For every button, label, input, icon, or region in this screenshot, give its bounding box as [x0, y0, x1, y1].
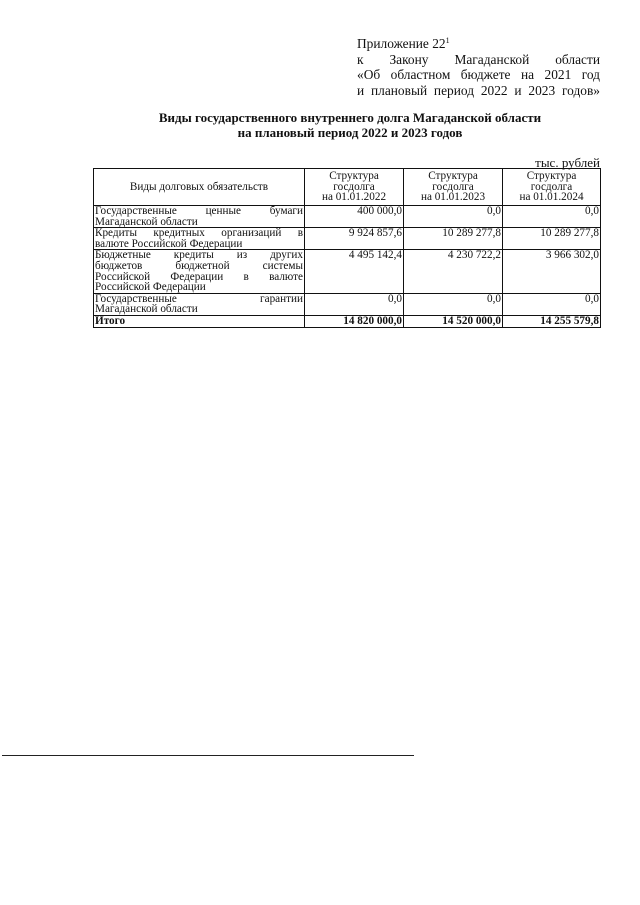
cell-2022: 4 495 142,4	[305, 250, 404, 293]
table-total-row	[94, 315, 601, 327]
cell-2023: 0,0	[404, 293, 503, 315]
appendix-reference	[357, 36, 600, 98]
appendix-line-3: «Об областном бюджете на 2021 год	[357, 67, 600, 83]
total-2022: 14 820 000,0	[305, 315, 404, 327]
cell-2024: 0,0	[503, 293, 601, 315]
debt-table	[93, 168, 601, 328]
table-header-row	[94, 169, 601, 206]
header-2024: Структура госдолга на 01.01.2024	[503, 169, 601, 206]
cell-2022: 400 000,0	[305, 206, 404, 228]
header-2023: Структура госдолга на 01.01.2023	[404, 169, 503, 206]
table-row	[94, 293, 601, 315]
title-line-2: на плановый период 2022 и 2023 годов	[237, 125, 463, 140]
cell-2022: 9 924 857,6	[305, 228, 404, 250]
cell-2024: 3 966 302,0	[503, 250, 601, 293]
cell-2022: 0,0	[305, 293, 404, 315]
row-name-budget-loans: Бюджетные кредиты из других бюджетов бюджетной системы Российской Федерации в валюте Российской Федерации	[95, 249, 303, 294]
row-name-bank-loans: Кредиты кредитных организаций в валюте Российской Федерации	[95, 227, 303, 250]
row-name-guarantees: Государственные гарантии Магаданской области	[95, 292, 303, 316]
cell-2023: 10 289 277,8	[404, 228, 503, 250]
total-2024: 14 255 579,8	[503, 315, 601, 327]
unit-label: тыс. рублей	[535, 155, 600, 170]
table-row	[94, 206, 601, 228]
header-debt-type: Виды долговых обязательств	[94, 169, 305, 206]
table-row	[94, 228, 601, 250]
table-row	[94, 250, 601, 293]
title-line-1: Виды государственного внутреннего долга Магаданской области	[158, 110, 542, 125]
appendix-superscript: 1	[445, 36, 450, 45]
appendix-line-4: и плановый период 2022 и 2023 годов»	[357, 82, 600, 98]
cell-2024: 0,0	[503, 206, 601, 228]
document-title	[90, 110, 610, 140]
appendix-line-1: Приложение $22^1$	[357, 36, 450, 51]
row-name-securities: Государственные ценные бумаги Магаданской области	[95, 205, 303, 228]
appendix-line-2: к Закону Магаданской области	[357, 51, 600, 67]
cell-2023: 4 230 722,2	[404, 250, 503, 293]
total-2023: 14 520 000,0	[404, 315, 503, 327]
total-label: Итого	[94, 315, 305, 327]
cell-2023: 0,0	[404, 206, 503, 228]
footer-divider-line	[2, 755, 414, 756]
cell-2024: 10 289 277,8	[503, 228, 601, 250]
header-2022: Структура госдолга на 01.01.2022	[305, 169, 404, 206]
